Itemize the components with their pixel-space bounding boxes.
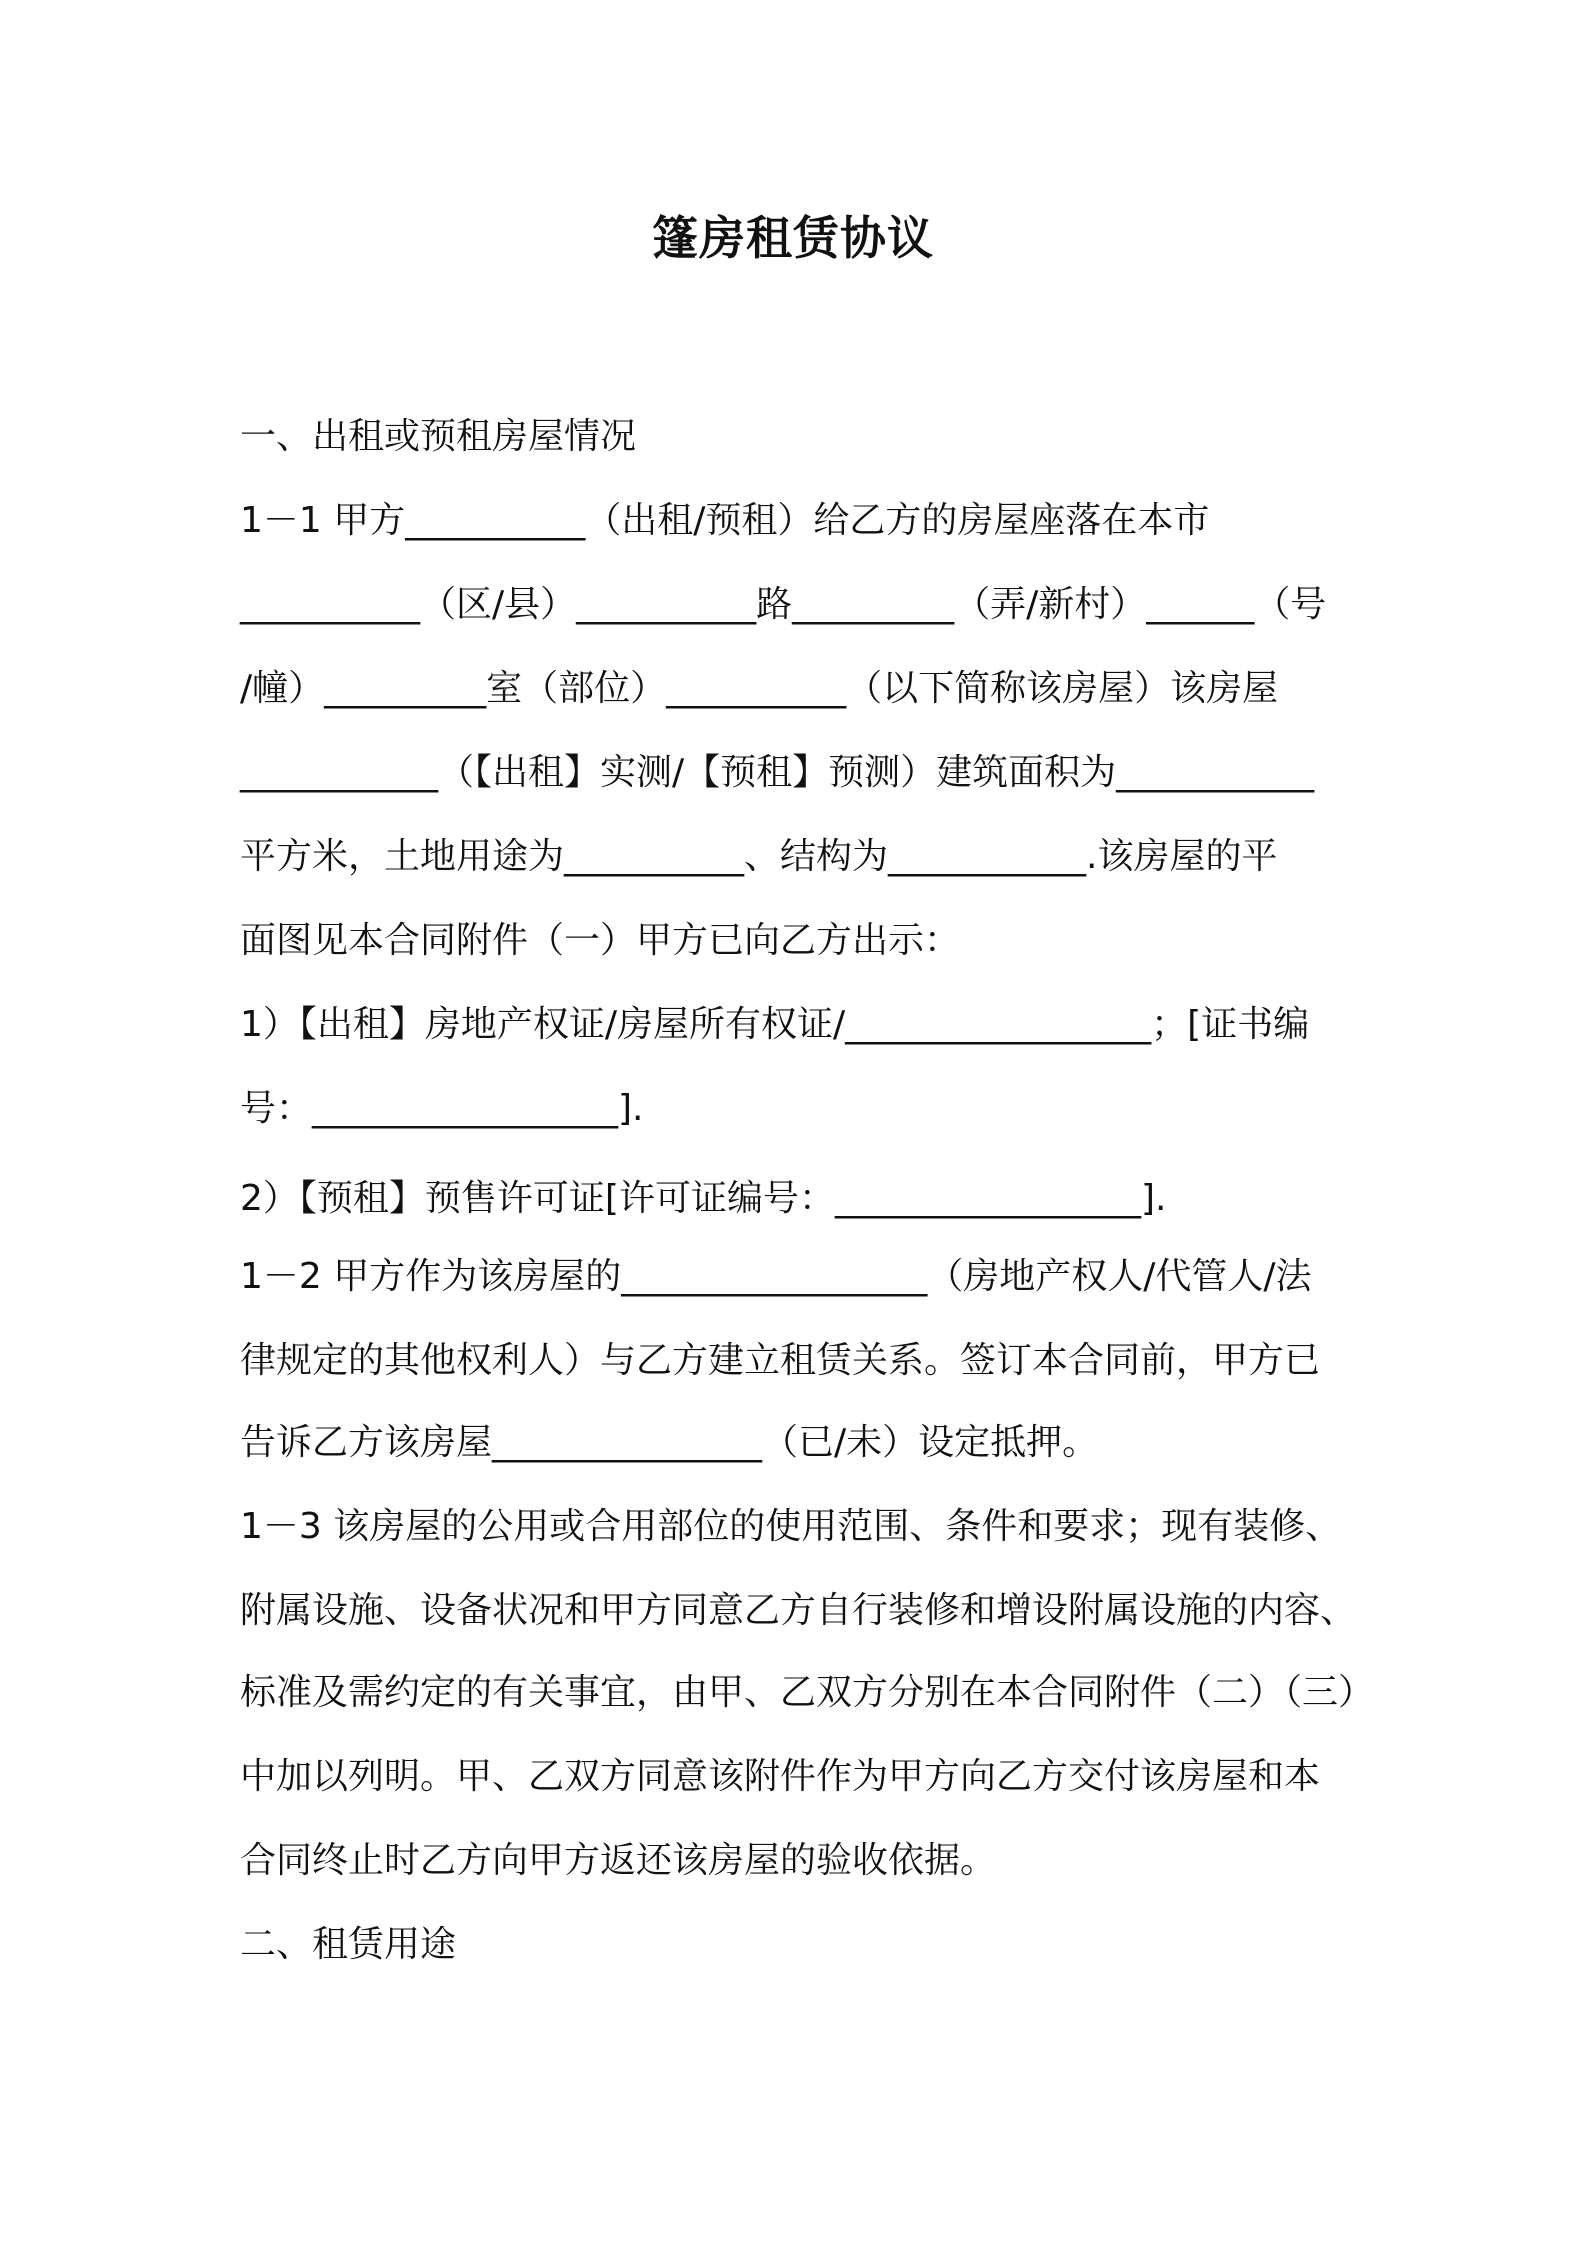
- paragraph-line: 律规定的其他权利人）与乙方建立租赁关系。签订本合同前，甲方已: [240, 1340, 1321, 1381]
- paragraph-line: 合同终止时乙方向甲方返还该房屋的验收依据。: [240, 1840, 997, 1881]
- paragraph-line: 1）【出租】房地产权证/房屋所有权证/_________________；[证书编: [240, 1004, 1310, 1045]
- paragraph-line: 平方米，土地用途为__________、结构为___________.该房屋的平: [240, 836, 1278, 877]
- paragraph-line: 附属设施、设备状况和甲方同意乙方自行装修和增设附属设施的内容、: [240, 1590, 1357, 1631]
- paragraph-line: 号：_________________].: [240, 1088, 644, 1129]
- paragraph-line: 中加以列明。甲、乙双方同意该附件作为甲方向乙方交付该房屋和本: [240, 1756, 1321, 1797]
- paragraph-line: 告诉乙方该房屋_______________（已/未）设定抵押。: [240, 1422, 1099, 1463]
- section-heading-2: 二、租赁用途: [240, 1924, 457, 1965]
- paragraph-line: 1－2 甲方作为该房屋的_________________（房地产权人/代管人/法: [240, 1256, 1312, 1297]
- paragraph-line: 面图见本合同附件（一）甲方已向乙方出示：: [240, 920, 961, 961]
- section-heading-1: 一、出租或预租房屋情况: [240, 416, 637, 457]
- paragraph-line: ___________（【出租】实测/【预租】预测）建筑面积为___________: [240, 752, 1315, 793]
- document-title: 篷房租赁协议: [652, 211, 934, 265]
- paragraph-line: /幢）_________室（部位）__________（以下简称该房屋）该房屋: [240, 668, 1279, 709]
- paragraph-line: 2）【预租】预售许可证[许可证编号：_________________].: [240, 1178, 1167, 1219]
- paragraph-line: 1－3 该房屋的公用或合用部位的使用范围、条件和要求；现有装修、: [240, 1506, 1342, 1547]
- paragraph-line: 1－1 甲方__________（出租/预租）给乙方的房屋座落在本市: [240, 500, 1210, 541]
- paragraph-line: 标准及需约定的有关事宜，由甲、乙双方分别在本合同附件（二）（三）: [240, 1672, 1375, 1713]
- paragraph-line: __________（区/县）__________路_________（弄/新村）______（号: [240, 584, 1327, 625]
